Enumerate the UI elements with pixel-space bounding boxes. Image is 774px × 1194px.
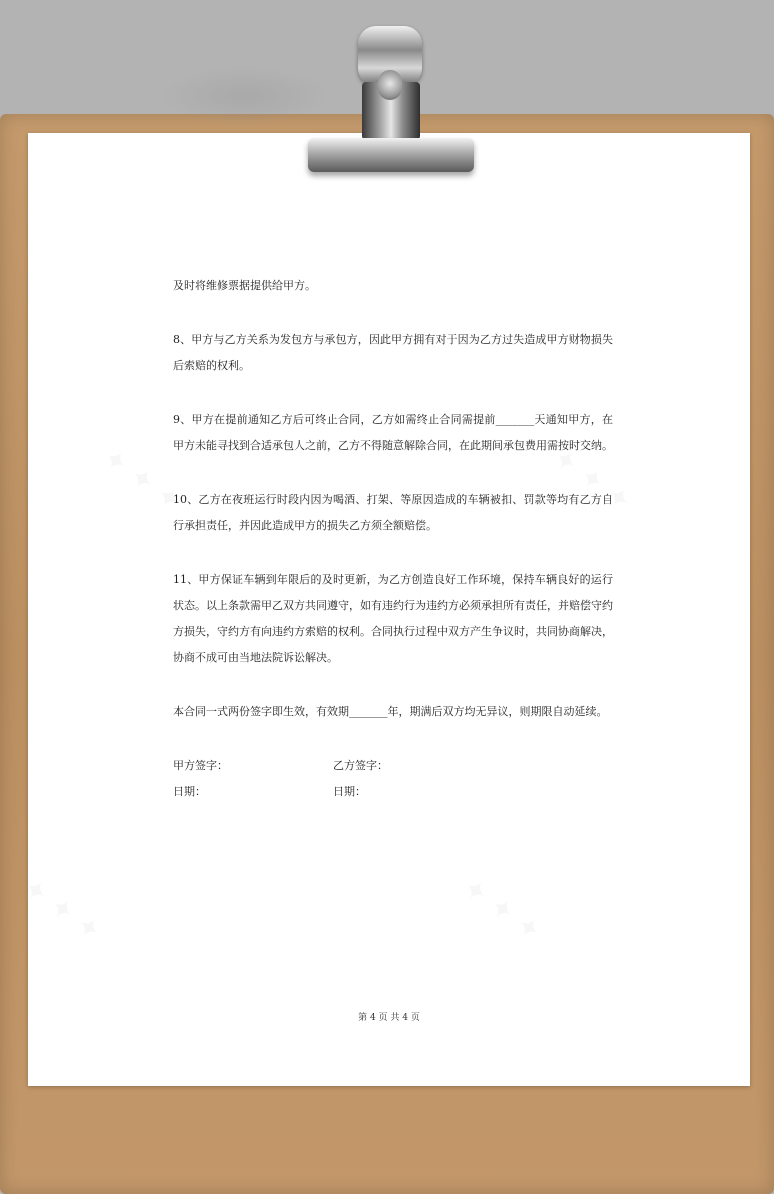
party-a-date-label: 日期： [173, 785, 206, 798]
party-b-date-label: 日期： [333, 785, 366, 798]
paragraph-clause-8: 8、甲方与乙方关系为发包方与承包方，因此甲方拥有对于因为乙方过失造成甲方财物损失后索赔的权利。 [173, 333, 613, 372]
clip-shadow [160, 66, 330, 126]
clip-base [308, 138, 474, 172]
date-row [173, 779, 613, 805]
clip-hole [378, 70, 402, 100]
paragraph-clause-11: 11、甲方保证车辆到年限后的及时更新，为乙方创造良好工作环境，保持车辆良好的运行状态。以上条款需甲乙双方共同遵守，如有违约行为违约方必须承担所有责任，并赔偿守约方损失，守约方有向违约方索赔的权利。合同执行过程中双方产生争议时，共同协商解决，协商不成可由当地法院诉讼解决。 [173, 573, 613, 664]
document-body [173, 273, 613, 805]
page-number-footer: 第 4 页 共 4 页 [358, 1013, 420, 1023]
paragraph-continuation: 及时将维修票据提供给甲方。 [173, 279, 316, 292]
document-page [16, 133, 750, 1086]
paragraph-validity: 本合同一式两份签字即生效，有效期_______年，期满后双方均无异议，则期限自动延续。 [173, 705, 608, 718]
watermark-decoration: ✦ ✦ ✦ [546, 440, 638, 519]
party-a-signature-label: 甲方签字： [173, 759, 228, 772]
watermark-decoration: ✦ ✦ ✦ [16, 870, 108, 949]
binder-clip [300, 26, 480, 178]
party-b-signature-label: 乙方签字： [333, 759, 388, 772]
watermark-decoration: ✦ ✦ ✦ [96, 440, 188, 519]
signature-row [173, 753, 613, 779]
paragraph-clause-9: 9、甲方在提前通知乙方后可终止合同，乙方如需终止合同需提前_______天通知甲方，在甲方未能寻找到合适承包人之前，乙方不得随意解除合同，在此期间承包费用需按时交纳。 [173, 413, 613, 452]
paragraph-clause-10: 10、乙方在夜班运行时段内因为喝酒、打架、等原因造成的车辆被扣、罚款等均有乙方自行承担责任，并因此造成甲方的损失乙方须全额赔偿。 [173, 493, 613, 532]
watermark-decoration: ✦ ✦ ✦ [456, 870, 548, 949]
